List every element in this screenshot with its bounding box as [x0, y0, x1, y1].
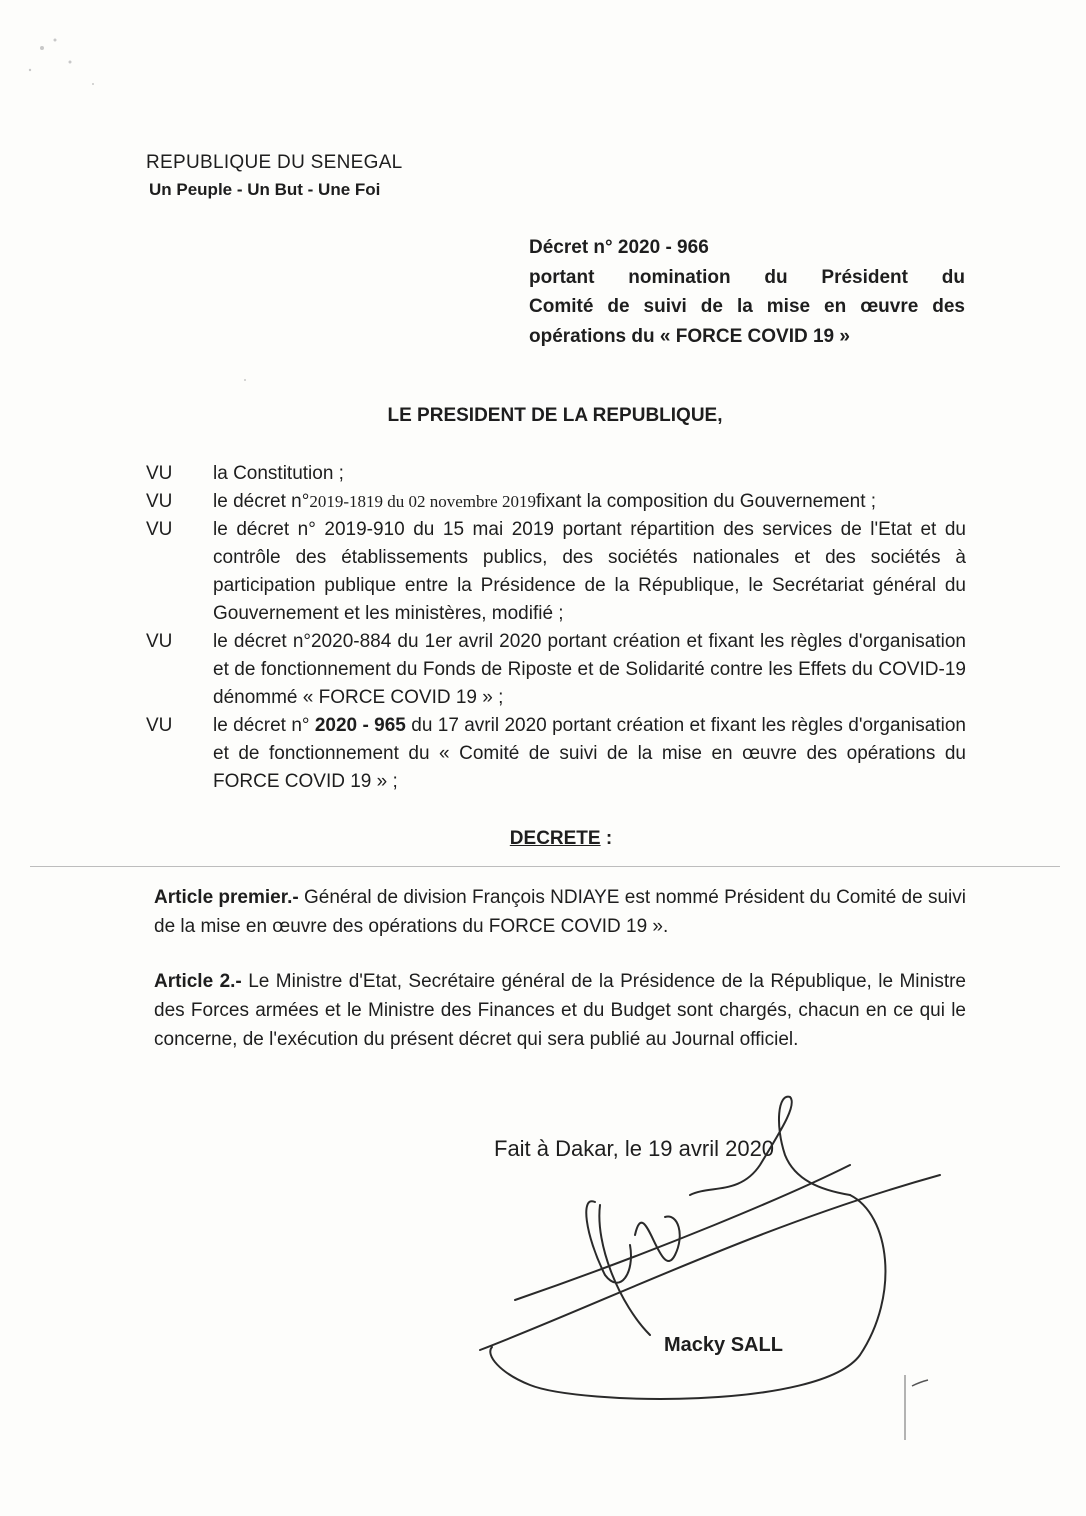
vu-decree-number: 2020 - 965 — [314, 715, 406, 736]
decree-title-line: portant nomination du Président du — [529, 266, 965, 288]
vu-text-part: le décret n° — [213, 715, 315, 736]
vu-item — [146, 488, 966, 516]
vu-label: VU — [146, 491, 173, 512]
vu-label: VU — [146, 463, 173, 484]
vu-text: la Constitution ; — [213, 463, 344, 484]
article-label: Article premier.- — [154, 887, 299, 908]
country-name: REPUBLIQUE DU SENEGAL — [146, 152, 403, 173]
vu-label: VU — [146, 631, 173, 652]
vu-text — [213, 712, 966, 796]
vu-item — [146, 628, 966, 712]
decree-title-line: opérations du « FORCE COVID 19 » — [529, 325, 850, 347]
article-1 — [154, 883, 966, 941]
place-and-date: Fait à Dakar, le 19 avril 2020 — [494, 1136, 775, 1161]
vu-serif-insert: 2019-1819 du 02 novembre 2019 — [309, 492, 536, 511]
vu-text-part: du 17 avril 2020 portant création et fixant les règles d'organisation et de fonctionnement du « Comité de suivi de la mise en œuvre des opérations du FORCE COVID 19 » ; — [213, 715, 966, 792]
decrete-label: DECRETE — [509, 828, 601, 849]
vu-item — [146, 460, 966, 488]
national-motto: Un Peuple - Un But - Une Foi — [149, 180, 381, 199]
vu-item — [146, 516, 966, 628]
signatory-name: Macky SALL — [664, 1334, 783, 1356]
vu-text — [213, 488, 966, 516]
decree-title-line: Comité de suivi de la mise en œuvre des — [529, 296, 965, 317]
article-text: Le Ministre d'Etat, Secrétaire général de la Présidence de la République, le Ministre des Forces armées et le Ministre des Finances et du Budget sont chargés, chacun en ce qui le concerne, de l'exécution du présent décret qui sera publié au Journal officiel. — [154, 971, 966, 1050]
article-text: Général de division François NDIAYE est nommé Président du Comité de suivi de la mise en œuvre des opérations du FORCE COVID 19 ». — [154, 887, 966, 937]
issuing-authority: LE PRESIDENT DE LA REPUBLIQUE, — [387, 405, 723, 426]
vu-considerations — [146, 460, 966, 796]
vu-text: le décret n° 2019-910 du 15 mai 2019 portant répartition des services de l'Etat et du contrôle des établissements publics, des sociétés nationales et des sociétés à participation publique entre la Présidence de la République, le Secrétariat général du Gouvernement et les ministères, modifié ; — [213, 519, 966, 624]
article-label: Article 2.- — [154, 971, 242, 992]
decree-number: Décret n° 2020 - 966 — [529, 237, 709, 258]
vu-text-part: le décret n° — [213, 491, 310, 512]
vu-item — [146, 712, 966, 796]
vu-label: VU — [146, 519, 173, 540]
decrete-heading — [0, 828, 1086, 850]
vu-text-part: fixant la composition du Gouvernement ; — [535, 491, 877, 512]
vu-label: VU — [146, 715, 173, 736]
decrete-suffix: : — [600, 828, 613, 849]
handwritten-signature — [460, 1095, 960, 1425]
decree-title-block — [529, 233, 965, 351]
section-divider — [30, 866, 1060, 867]
vu-text: le décret n°2020-884 du 1er avril 2020 portant création et fixant les règles d'organisation et de fonctionnement du Fonds de Riposte et de Solidarité contre les Effets du COVID-19 dénommé « FORCE COVID 19 » ; — [213, 631, 966, 708]
article-2 — [154, 967, 966, 1054]
